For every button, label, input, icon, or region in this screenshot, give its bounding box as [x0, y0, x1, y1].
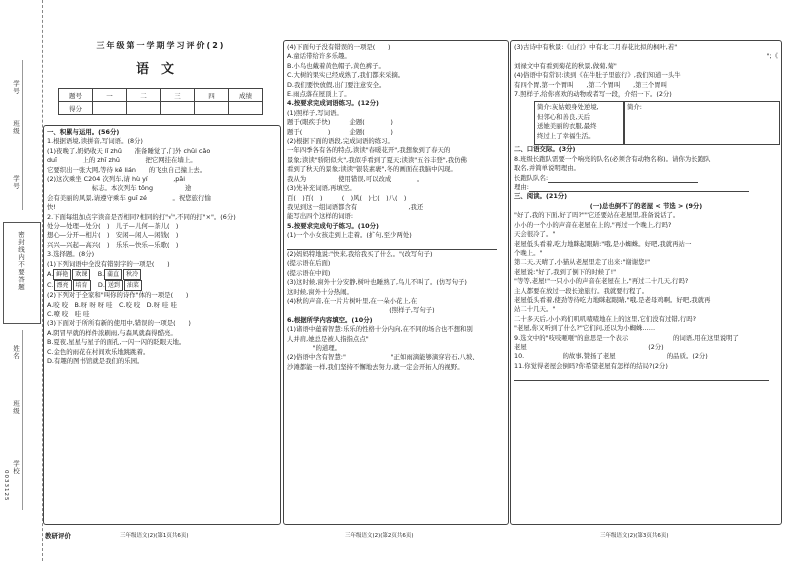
- question-line: (2)妈妈特地说:"快来,我给我买了什么。"(改写句子): [287, 249, 433, 258]
- passage-line: 天会很冷了。": [514, 230, 556, 239]
- question-line: (1)照样子,写词语。: [287, 108, 343, 117]
- question-line: 我从为 使用错误,可以改成 。: [287, 174, 424, 183]
- passage-line: "好了,我的下面,好了吗?""它还要站在老屋里,准备说话了。: [514, 211, 680, 220]
- passage-line: 站二十几天。": [514, 305, 556, 314]
- sidebar-label: 学号: [12, 80, 20, 95]
- example-line: 送她美丽的衣服,最终: [537, 122, 597, 131]
- score-cell[interactable]: [93, 102, 127, 115]
- question-line: (1)下列词语中全没有错别字的一项是( ): [47, 259, 170, 268]
- page-number: 三年级语文(2)(第2页共6页): [345, 533, 414, 539]
- question-line: 快!: [47, 203, 56, 212]
- score-header: 四: [195, 89, 229, 102]
- score-cell[interactable]: [161, 102, 195, 115]
- question-line: 人并肩,她总是被人指指点点": [287, 334, 401, 343]
- question-line: D.有趣的图书馆就是我们的乐园。: [47, 356, 144, 365]
- score-table: [58, 88, 263, 115]
- score-cell[interactable]: [229, 102, 263, 115]
- question-line: (4)下面句子没有错误的一项是( ): [287, 43, 391, 51]
- score-header: 题号: [59, 89, 93, 102]
- question-line: 这时候,窗外十分热闹。: [287, 287, 353, 296]
- question-line: (2)俗语中含有智慧:" "正如雨滴能够滴穿岩石,八坡、: [287, 353, 479, 362]
- question-line: B.夏夜,星星与星子的面孔,一闪一闪的眨眼天地。: [47, 338, 186, 347]
- score-header: 二: [127, 89, 161, 102]
- question-line: A.阴冒早就的样件浓刷雨,与森风就森得酷亮。: [47, 328, 177, 337]
- choice-word: 鲜艳: [53, 269, 71, 280]
- seal-box: [3, 222, 41, 324]
- question-line: (2)根据下面的语段,完成词语的练习。: [287, 137, 394, 146]
- question-line: 1.根据语境,读拼音,写词语。(8分): [47, 137, 143, 146]
- sidebar-code: 0033125: [3, 470, 9, 502]
- score-header: 三: [161, 89, 195, 102]
- seal-text: 密封线内不要答题: [17, 231, 25, 291]
- passage-line: 老屋低头看着,吃力地眯起眼睛:"哦,是小蜘蛛。好吧,我就再站一: [514, 239, 692, 248]
- question-line: 沙滩都能一样,我们坚持不懈地去努力,就一定会开拓人的视野。: [287, 362, 464, 371]
- question-line: "的道理。: [287, 344, 342, 352]
- sidebar-label: 学号: [12, 175, 20, 190]
- column-1-content: [47, 128, 277, 366]
- question-line: ";《: [766, 52, 778, 61]
- sidebar-label: 班级: [12, 120, 20, 135]
- question-heading: 6.根据所学内容填空。(10分): [287, 315, 373, 324]
- question-line: 兴兴—兴起—高兴( ) 乐乐—快乐—乐歌( ): [47, 240, 179, 249]
- question-line: (3)古诗中有秋景:《山行》中有北二月春花比拟的枫叶,若": [514, 43, 678, 51]
- choice-word: 漂亮: [54, 280, 72, 291]
- question-line: 取名,并简单说明理由。: [514, 164, 580, 173]
- question-line: 它要织出一张大网,等待 kě lián 的飞虫自己撞上去。: [47, 165, 207, 174]
- passage-line: "等等,老屋!"一只小小的声音在老屋在上,"再过二十几天,行吗?: [514, 277, 689, 286]
- question-line: 有四个胃,第一个胃叫 ,第二个胃叫 ,第三个胃叫: [514, 80, 668, 89]
- question-line: 刘禄文中有看到菊花的秋景,做菊,菊": [514, 61, 662, 70]
- question-line: 老屋 (2分): [514, 342, 664, 351]
- question-line: (3)这时候,窗外十分安静,树叶也睡熟了,鸟儿不叫了。(仿写句子): [287, 278, 467, 287]
- sidebar-label: 班级: [12, 400, 20, 415]
- choice-word: 油菜: [124, 280, 142, 291]
- question-line: duī 上的 zhī zhū 把它网挂在墙上。: [47, 156, 197, 165]
- question-line: (4)秋的声音,在一片片树叶里,在一朵小花上,在: [287, 296, 418, 305]
- passage-line: 老屋说:"好了,我到了倒下的时候了!": [514, 267, 617, 276]
- choice-row: C. 漂亮 培育 D. 送到 油菜: [47, 280, 277, 291]
- passage-line: 景象;读读"骄阳似火",我似乎看到了夏天;读读"五谷丰登",我仿佛: [287, 155, 467, 164]
- question-line: (提示语在中间): [287, 268, 331, 277]
- answer-field[interactable]: 理由:: [514, 183, 778, 192]
- section-heading: 一、积累与运用。(56分): [47, 128, 120, 136]
- question-line: (1)一个小女孩走到上走着。(扩句,至少两处): [287, 231, 412, 240]
- question-line: (1)诸语中蕴着智慧:乐乐的性格十分内向,在不同的场合也不想和别: [287, 325, 473, 334]
- question-heading: 5.按要求完成句子练习。(10分): [287, 221, 379, 230]
- passage-line: 看到了秋天的景象;读读"银装素裹",冬的画面在我脑中闪现。: [287, 165, 457, 174]
- choice-word: 蒲直: [104, 269, 122, 280]
- question-heading: 4.按要求完成词语练习。(12分): [287, 99, 379, 108]
- score-header: 成绩: [229, 89, 263, 102]
- question-line: (3)下面对于所所有新的使用中,错误的一项是( ): [47, 319, 191, 328]
- score-cell[interactable]: [195, 102, 229, 115]
- question-line: (1)夜晚了,奶奶收天 lǐ zhǔ 准备睡觉了,门外 chūi cǎo: [47, 146, 211, 155]
- example-area: [514, 99, 778, 145]
- question-line: 能写出四个这样的词语:: [287, 212, 417, 221]
- section-heading: 三、阅读。(21分): [514, 192, 568, 201]
- column-2-content: [287, 43, 505, 372]
- question-line: 8.班级长跑队需要一个响亮的队名(必须含有动物名称)。请你为长跑队: [514, 154, 711, 163]
- example-line: 终过上了幸福生活。: [537, 131, 595, 140]
- choice-word: 秋冷: [123, 269, 141, 280]
- question-line: 想心—分开—相片( ) 安闲—闲人—闲钱( ): [47, 231, 179, 240]
- question-line: (4)俗语中有常识:读到《在牛肚子里旅行》,我们知道一头牛: [514, 71, 681, 80]
- score-cell[interactable]: [127, 102, 161, 115]
- answer-field[interactable]: 长跑队队名:: [514, 174, 778, 183]
- question-line: (提示语在后面): [287, 259, 331, 268]
- question-line: D.我们要快放假,出门要注意安全。: [287, 80, 386, 89]
- passage-line: 主人都要在放过一段长途旅行。我就要行程了。: [514, 286, 649, 295]
- choice-word: 送到: [105, 280, 123, 291]
- choice-word: 欢课: [72, 269, 90, 280]
- answer-line[interactable]: [287, 241, 505, 250]
- question-line: (2)这次乘坐 C204 次列车,请 hù yí ,pāi: [47, 175, 185, 184]
- sidebar-label: 学校: [12, 460, 20, 475]
- question-line: C.嘹 咬 哇 哇: [47, 309, 90, 318]
- page-number: 三年级语文(2)(第3页共6页): [600, 533, 669, 539]
- exam-subject: 语文: [135, 62, 186, 77]
- question-line: 题于( ) 企题( ): [287, 127, 393, 136]
- question-line: 题于(眼疾手快) 企题( ): [287, 118, 393, 127]
- question-line: A.童话带给许多乐趣。: [287, 52, 351, 61]
- question-line: 11.你觉得老屋会倒吗?你希望老屋有怎样的结局?(2分): [514, 361, 668, 370]
- passage-line: "老屋,你又听到了什么?"它们问,还以为小蜘蛛……: [514, 324, 656, 333]
- passage-line: 第二天,天晴了,小猫从老屋里走了出来:"谢谢您!": [514, 258, 651, 267]
- question-line: E.雨点落在屋顶上了。: [287, 90, 351, 99]
- question-line: 2.下面每组加点字读音是否相同?相同的打"√",不同的打"×"。(6分): [47, 212, 236, 221]
- passage-line: 小小的一个小的声音在老屋在上的,"再过一个晚上,行吗?: [514, 220, 672, 229]
- question-line: A.咬 咬 B.呀 呀 呀 哇 C.咬 咬 D.呀 哇 哇: [47, 300, 177, 309]
- answer-box-label: 简介:: [627, 103, 642, 112]
- example-line: 但邻心和善良,天后: [537, 112, 591, 121]
- question-line: 我见到这一组词语都含有 ,我还: [287, 202, 424, 211]
- passage-title: (一)总也倒不了的老屋 < 节选 > (9分): [589, 201, 703, 210]
- question-line: (2)下列对于全家和"叫你的诗作"体的一项是( ): [47, 291, 189, 300]
- question-line: 3.选择题。(8分): [47, 250, 95, 259]
- question-line: 百( )百( ) ( )风( )七( )八( ): [287, 193, 407, 202]
- answer-line[interactable]: [514, 371, 778, 380]
- choice-row: A. 鲜艳 欢课 B. 蒲直 秋冷: [47, 269, 277, 280]
- choice-word: 培育: [73, 280, 91, 291]
- question-line: 7.照样子,给你喜欢的动物或者写一段，介绍一下。(2分): [514, 90, 672, 99]
- question-line: C.大树的果实已经成熟了,我们都来采摘。: [287, 71, 405, 80]
- sidebar-label: 姓名: [12, 345, 20, 360]
- brand-logo: 教研评价: [45, 532, 71, 540]
- question-line: C.金色的雨花在村间欢乐地跳跳着。: [47, 347, 150, 356]
- question-line: 处分—处理—处分( ) 儿子—儿何—茶儿( ): [47, 222, 179, 231]
- score-header: 一: [93, 89, 127, 102]
- passage-line: 个晚上。": [514, 248, 543, 257]
- example-box: [534, 101, 624, 145]
- question-line: 会有美丽的风景,请遵守乘车 guī zé 。祝您旅行愉: [47, 193, 211, 202]
- passage-line: 二十多天后,小小鸡们叽叽喳喳地在上的这里,它们没有过错,行吗?: [514, 314, 697, 323]
- page-number: 三年级语文(2)(第1页共6页): [120, 533, 189, 539]
- question-line: B.小鸟也戴着黄色帽子,黄色裤子。: [287, 61, 385, 70]
- passage-line: 一年四季各有各的特点,读读"春暖花开",我想象到了春天的: [287, 146, 451, 155]
- section-heading: 二、口语交际。(3分): [514, 145, 576, 154]
- question-line: (3)先补充词语,再填空。: [287, 184, 356, 193]
- question-line: 标志。本次列车 tōng 途: [47, 184, 192, 193]
- passage-line: 老屋低头看着,使劲等待吃力地眯起眼睛,"哦,是老母鸡啊。好吧,我就再: [514, 295, 711, 304]
- question-line: (照样子,写句子): [287, 306, 435, 315]
- score-row-label: 得分: [59, 102, 93, 115]
- column-3-content: [514, 43, 778, 381]
- question-line: 10. 的故事,赞扬了老屋 的品质。(2分): [514, 352, 708, 361]
- binding-line: [22, 330, 23, 510]
- binding-line: [22, 60, 23, 210]
- answer-box[interactable]: [624, 101, 780, 145]
- question-line: 9.选文中的"吱吱咂咂"的意思是一个表示 的词语,用在这里说明了: [514, 333, 739, 342]
- exam-title: 三年级第一学期学习评价(2): [96, 41, 226, 50]
- binding-sidebar: [0, 0, 43, 561]
- example-line: 简介:灰姑娘身处逆境,: [537, 103, 599, 112]
